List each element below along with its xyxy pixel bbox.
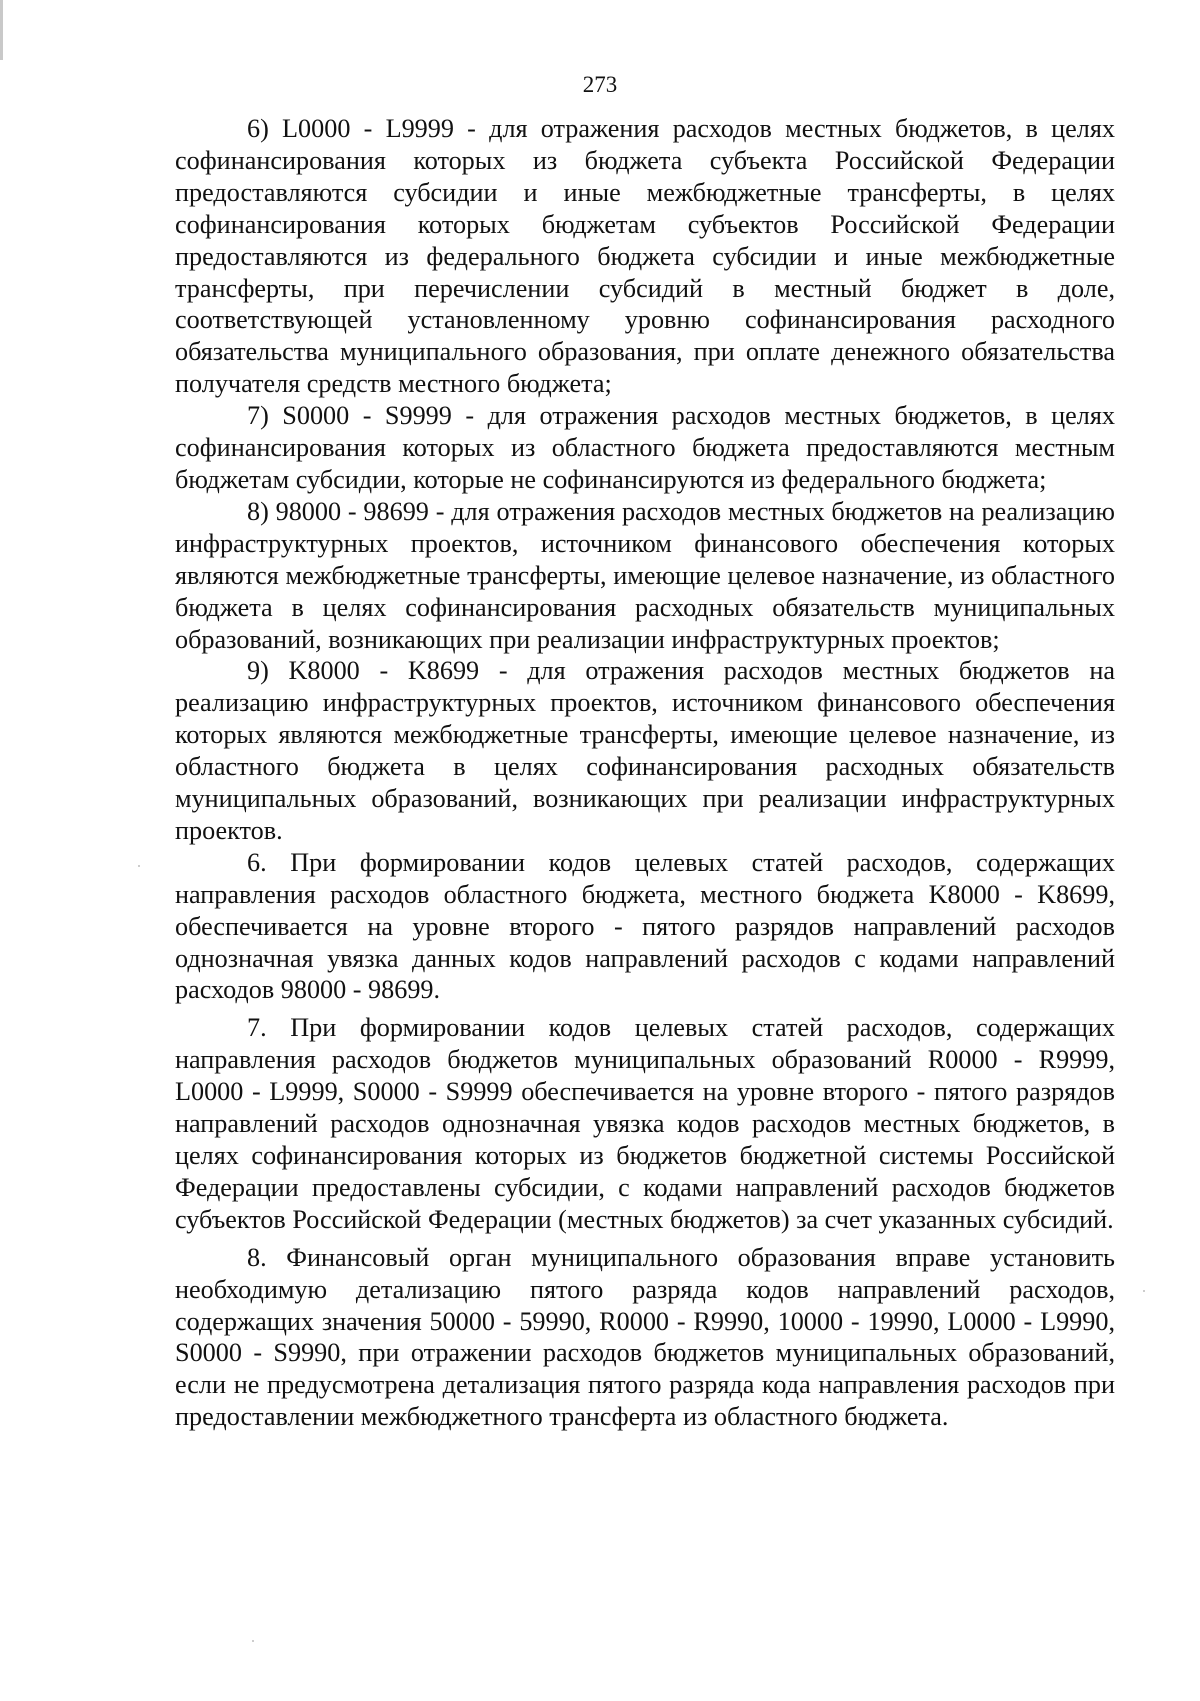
- page-number: 273: [582, 72, 618, 97]
- scan-speck: [138, 865, 140, 867]
- paragraph-section-7: 7. При формировании кодов целевых статей расходов, содержащих направления расходов бюджетов муниципальных образований R0000 - R9999, L0000 - L9999, S0000 - S9999 обеспечивается на уровне второго - пятого разрядов направлений расходов однозначная увязка кодов расходов местных бюджетов, в целях софинансирования которых из бюджетов бюджетной системы Российской Федерации предоставлены субсидии, с кодами направлений расходов бюджетов субъектов Российской Федерации (местных бюджетов) за счет указанных субсидий.: [175, 1013, 1115, 1234]
- paragraph-item-8: 8) 98000 - 98699 - для отражения расходов местных бюджетов на реализацию инфраструктурных проектов, источником финансового обеспечения которых являются межбюджетные трансферты, имеющие целевое назначение, из областного бюджета в целях софинансирования расходных обязательств муниципальных образований, возникающих при реализации инфраструктурных проектов;: [175, 496, 1115, 654]
- document-body: [175, 113, 1115, 1433]
- paragraph-section-8: 8. Финансовый орган муниципального образования вправе установить необходимую детализацию пятого разряда кодов направлений расходов, содержащих значения 50000 - 59990, R0000 - R9990, 10000 - 19990, L0000 - L9990, S0000 - S9990, при отражении расходов бюджетов муниципальных образований, если не предусмотрена детализация пятого разряда кода направления расходов при предоставлении межбюджетного трансферта из областного бюджета.: [175, 1242, 1115, 1432]
- paragraph-item-6: 6) L0000 - L9999 - для отражения расходов местных бюджетов, в целях софинансирования которых из бюджета субъекта Российской Федерации предоставляются субсидии и иные межбюджетные трансферты, в целях софинансирования которых бюджетам субъектов Российской Федерации предоставляются из федерального бюджета субсидии и иные межбюджетные трансферты, при перечислении субсидий в местный бюджет в доле, соответствующей установленному уровню софинансирования расходного обязательства муниципального образования, при оплате денежного обязательства получателя средств местного бюджета;: [175, 114, 1115, 399]
- scan-edge-mark: [0, 0, 3, 60]
- paragraph-section-6: 6. При формировании кодов целевых статей расходов, содержащих направления расходов областного бюджета, местного бюджета K8000 - K8699, обеспечивается на уровне второго - пятого разрядов направлений расходов однозначная увязка данных кодов направлений расходов с кодами направлений расходов 98000 - 98699.: [175, 847, 1115, 1005]
- paragraph-item-7: 7) S0000 - S9999 - для отражения расходов местных бюджетов, в целях софинансирования которых из областного бюджета предоставляются местным бюджетам субсидии, которые не софинансируются из федерального бюджета;: [175, 401, 1115, 494]
- scan-speck: [1143, 1290, 1145, 1292]
- scan-speck: [252, 1640, 254, 1642]
- paragraph-item-9: 9) K8000 - K8699 - для отражения расходов местных бюджетов на реализацию инфраструктурных проектов, источником финансового обеспечения которых являются межбюджетные трансферты, имеющие целевое назначение, из областного бюджета в целях софинансирования расходных обязательств муниципальных образований, возникающих при реализации инфраструктурных проектов.: [175, 656, 1115, 845]
